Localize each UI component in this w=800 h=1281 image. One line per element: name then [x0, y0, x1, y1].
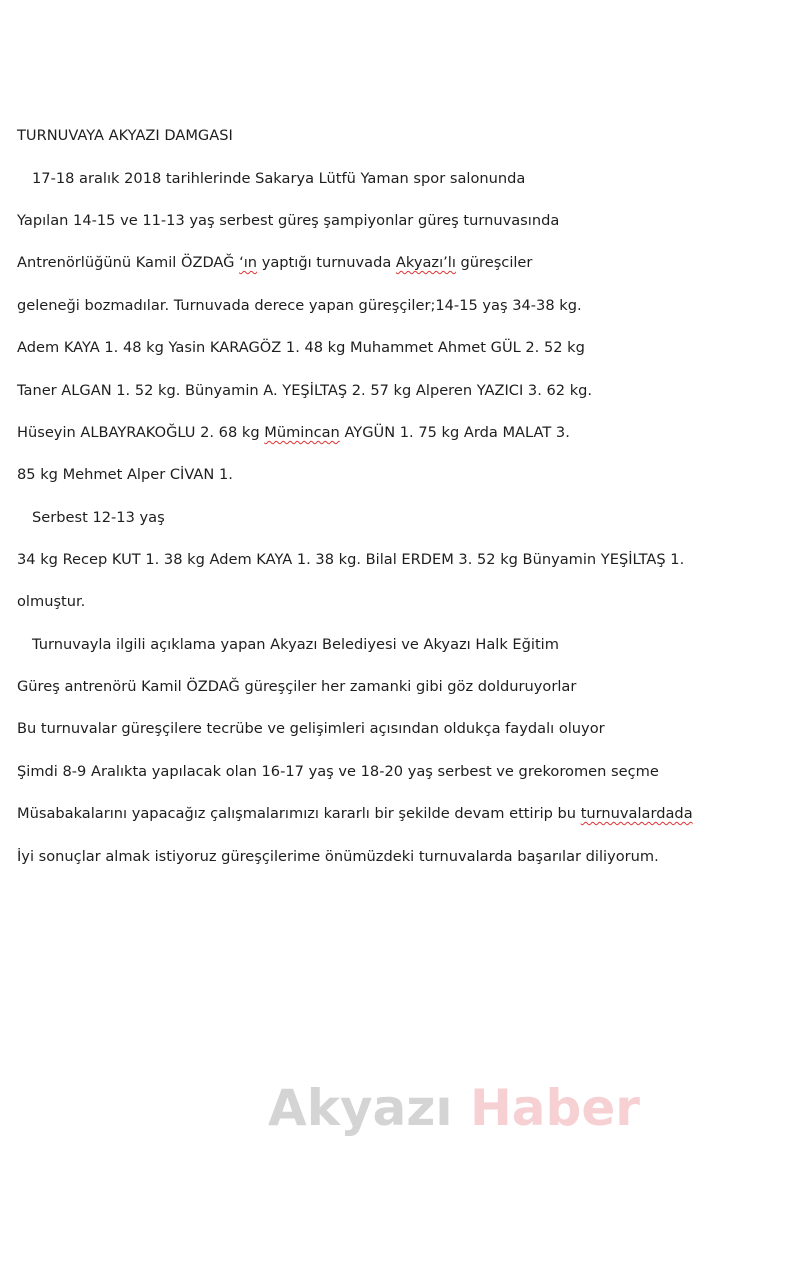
paragraph-line: 85 kg Mehmet Alper CİVAN 1.	[17, 466, 233, 483]
spellcheck-word: ‘ın	[239, 254, 258, 271]
spellcheck-word: Akyazı’lı	[395, 254, 456, 271]
text-segment: AYGÜN 1. 75 kg Arda MALAT 3.	[339, 424, 570, 441]
paragraph-line: Taner ALGAN 1. 52 kg. Bünyamin A. YEŞİLTAŞ 2. 57 kg Alperen YAZICI 3. 62 kg.	[17, 382, 593, 399]
paragraph-line	[17, 253, 532, 273]
text-segment: güreşciler	[455, 254, 533, 271]
text-segment: Antrenörlüğünü Kamil ÖZDAĞ	[17, 254, 240, 271]
paragraph-line: Güreş antrenörü Kamil ÖZDAĞ güreşçiler her zamanki gibi göz dolduruyorlar	[17, 678, 577, 695]
text-segment: Müsabakalarını yapacağız çalışmalarımızı kararlı bir şekilde devam ettirip bu	[17, 805, 581, 822]
paragraph-line: Adem KAYA 1. 48 kg Yasin KARAGÖZ 1. 48 kg Muhammet Ahmet GÜL 2. 52 kg	[17, 339, 585, 356]
watermark-part-haber: Haber	[469, 1079, 640, 1137]
section-heading: Serbest 12-13 yaş	[32, 509, 165, 526]
watermark-logo	[268, 1078, 640, 1138]
paragraph-line: Yapılan 14-15 ve 11-13 yaş serbest güreş şampiyonlar güreş turnuvasında	[17, 212, 560, 229]
watermark-part-akyazi: Akyazı	[268, 1079, 453, 1137]
paragraph-line: Şimdi 8-9 Aralıkta yapılacak olan 16-17 yaş ve 18-20 yaş serbest ve grekoromen seçme	[17, 763, 659, 780]
paragraph-line: Turnuvayla ilgili açıklama yapan Akyazı Belediyesi ve Akyazı Halk Eğitim	[32, 636, 559, 653]
paragraph-line: 17-18 aralık 2018 tarihlerinde Sakarya Lütfü Yaman spor salonunda	[32, 170, 526, 187]
text-segment: yaptığı turnuvada	[257, 254, 396, 271]
document-title: TURNUVAYA AKYAZI DAMGASI	[17, 127, 233, 144]
text-segment: Hüseyin ALBAYRAKOĞLU 2. 68 kg	[17, 424, 265, 441]
paragraph-line: İyi sonuçlar almak istiyoruz güreşçilerime önümüzdeki turnuvalarda başarılar diliyorum.	[17, 848, 659, 865]
paragraph-line: 34 kg Recep KUT 1. 38 kg Adem KAYA 1. 38 kg. Bilal ERDEM 3. 52 kg Bünyamin YEŞİLTAŞ 1.	[17, 551, 685, 568]
spellcheck-word: Mümincan	[264, 424, 340, 441]
paragraph-line	[17, 423, 570, 443]
paragraph-line: Bu turnuvalar güreşçilere tecrübe ve gelişimleri açısından oldukça faydalı oluyor	[17, 720, 605, 737]
paragraph-line: geleneği bozmadılar. Turnuvada derece yapan güreşçiler;14-15 yaş 34-38 kg.	[17, 297, 582, 314]
paragraph-line	[17, 804, 693, 824]
spellcheck-word: turnuvalardada	[580, 805, 693, 822]
paragraph-line: olmuştur.	[17, 593, 86, 610]
